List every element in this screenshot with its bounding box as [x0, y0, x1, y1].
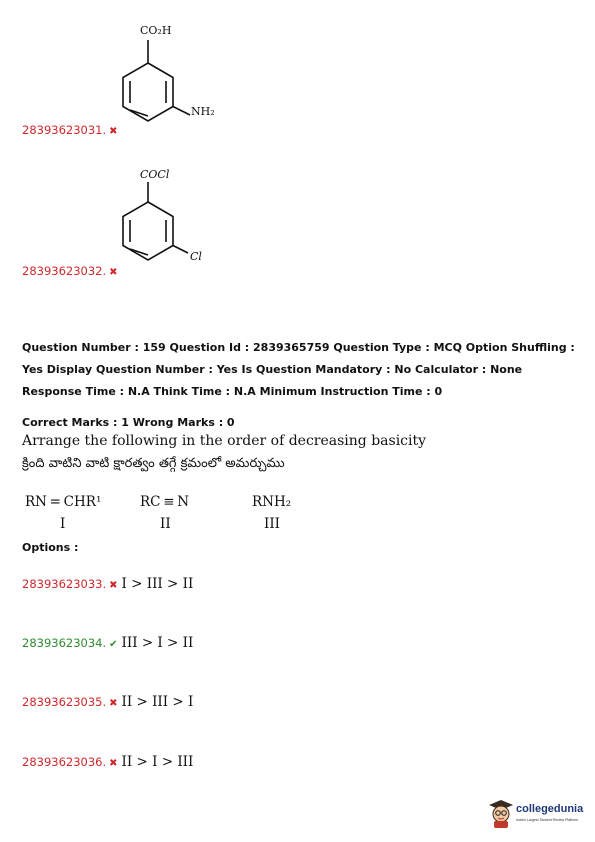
structure-1-side-group: NH₂ — [191, 105, 215, 118]
logo-tagline: India's Largest Student Review Platform — [516, 818, 579, 822]
option-row-prev-1[interactable] — [22, 119, 118, 138]
logo-name: collegedunia — [516, 803, 584, 815]
cross-icon: ✖ — [109, 126, 118, 137]
option-text: I > III > II — [121, 576, 194, 592]
structure-2-top-group: COCl — [140, 168, 170, 181]
option-row-prev-2[interactable] — [22, 260, 118, 279]
collegedunia-logo[interactable] — [488, 797, 590, 831]
compound-1-label: I — [60, 516, 66, 532]
cross-icon: ✖ — [109, 267, 118, 278]
structure-2-side-group: Cl — [190, 250, 202, 263]
option-row-2[interactable] — [22, 632, 193, 651]
option-id: 28393623031. — [22, 123, 107, 137]
compound-1-formula: RN = CHR¹ — [25, 494, 102, 510]
option-row-3[interactable] — [22, 691, 193, 710]
options-heading: Options : — [22, 541, 79, 554]
structure-1-top-group: CO₂H — [140, 24, 172, 37]
question-marks: Correct Marks : 1 Wrong Marks : 0 — [22, 416, 235, 429]
compound-3-label: III — [264, 516, 280, 532]
option-id: 28393623032. — [22, 264, 107, 278]
question-meta: Question Number : 159 Question Id : 2839365759 Question Type : MCQ Option Shuffling : Yes Display Question Number : Yes Is Question Mandatory : No Calculator : None Response Time : N.A Think Time : N.A Minimum Instruction Time : 0 — [22, 341, 575, 398]
option-text: II > I > III — [121, 754, 194, 770]
cross-icon: ✖ — [109, 580, 118, 591]
option-id: 28393623035. — [22, 695, 107, 709]
cross-icon: ✖ — [109, 758, 118, 769]
option-row-1[interactable] — [22, 573, 193, 592]
compound-2-formula: RC ≡ N — [140, 494, 190, 510]
option-row-4[interactable] — [22, 751, 193, 770]
option-text: III > I > II — [121, 635, 194, 651]
mascot-icon — [488, 799, 514, 829]
compound-3-formula: RNH₂ — [252, 494, 292, 510]
check-icon: ✔ — [109, 639, 118, 650]
cross-icon: ✖ — [109, 698, 118, 709]
question-text-english: Arrange the following in the order of decreasing basicity — [22, 433, 427, 449]
option-id: 28393623036. — [22, 755, 107, 769]
option-id: 28393623033. — [22, 577, 107, 591]
question-text-telugu: క్రింది వాటిని వాటి క్షారత్వం తగ్గే క్రమంలో అమర్చుము — [22, 456, 285, 471]
structure-2-diagram — [110, 165, 230, 275]
compound-2-label: II — [160, 516, 171, 532]
option-id: 28393623034. — [22, 636, 107, 650]
option-text: II > III > I — [121, 694, 194, 710]
